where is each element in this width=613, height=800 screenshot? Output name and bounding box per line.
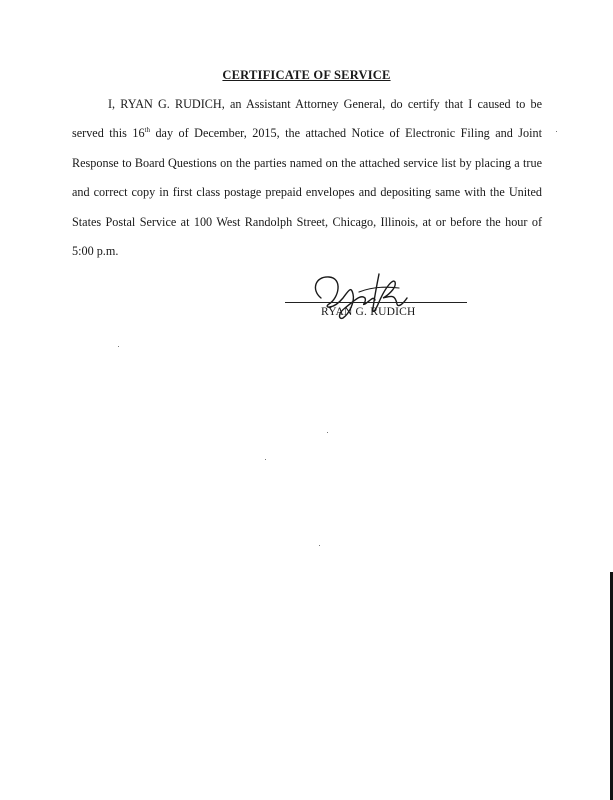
scan-speck (556, 131, 557, 132)
scan-speck (118, 346, 119, 347)
scan-speck (319, 545, 320, 546)
signer-name: RYAN G. RUDICH (321, 306, 416, 318)
paragraph-part-1: I, RYAN G. RUDICH, an Assistant Attorney General, do certify that I caused to be served this 16 (72, 97, 542, 141)
scan-speck (265, 459, 266, 460)
certificate-paragraph (72, 90, 542, 266)
scan-speck (327, 432, 328, 433)
signature-block (285, 268, 475, 324)
signature-line (285, 302, 467, 303)
paragraph-part-2: day of December, 2015, the attached Notice of Electronic Filing and Joint Response to Board Questions on the parties named on the attached service list by placing a true and correct copy in first class postage prepaid envelopes and depositing same with the United States Postal Service at 100 West Randolph Street, Chicago, Illinois, at or before the hour of 5:00 p.m. (72, 126, 542, 259)
ordinal-suffix: th (144, 126, 150, 135)
certificate-title: CERTIFICATE OF SERVICE (222, 68, 391, 82)
